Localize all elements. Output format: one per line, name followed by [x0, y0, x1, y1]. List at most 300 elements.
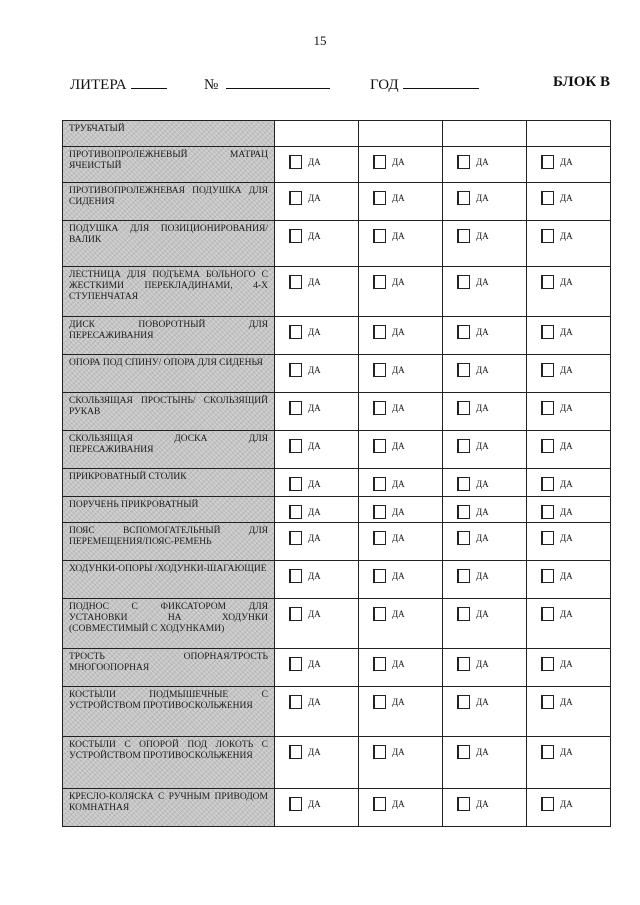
answer-cell: [359, 121, 443, 147]
checkbox-group: [527, 497, 610, 519]
checkbox-group: [359, 355, 442, 377]
checkbox-group: [359, 183, 442, 205]
checkbox-group: [527, 737, 610, 759]
yes-checkbox[interactable]: [373, 401, 386, 415]
yes-checkbox[interactable]: [289, 191, 302, 205]
answer-cell: [275, 393, 359, 431]
answer-cell: [443, 147, 527, 183]
yes-label: ДА: [560, 799, 573, 809]
item-cell: [63, 497, 275, 523]
checkbox-group: [275, 393, 358, 415]
item-cell: [63, 317, 275, 355]
yes-checkbox[interactable]: [541, 229, 554, 243]
yes-label: ДА: [560, 193, 573, 203]
yes-checkbox[interactable]: [541, 477, 554, 491]
answer-cell: [275, 561, 359, 599]
yes-checkbox[interactable]: [457, 695, 470, 709]
answer-cell: [359, 497, 443, 523]
yes-label: ДА: [560, 747, 573, 757]
checkbox-group: [443, 183, 526, 205]
yes-checkbox[interactable]: [457, 155, 470, 169]
checkbox-group: [275, 183, 358, 205]
answer-cell: [275, 355, 359, 393]
item-cell: [63, 649, 275, 687]
checkbox-group: [275, 737, 358, 759]
checkbox-group: [443, 393, 526, 415]
checkbox-group: [443, 431, 526, 453]
checkbox-group: [359, 221, 442, 243]
block-label: БЛОК В: [552, 74, 610, 90]
answer-cell: [275, 317, 359, 355]
answer-cell: [275, 121, 359, 147]
yes-checkbox[interactable]: [289, 607, 302, 621]
answer-cell: [527, 431, 611, 469]
checkbox-group: [359, 737, 442, 759]
yes-checkbox[interactable]: [457, 531, 470, 545]
item-label: ЛЕСТНИЦА ДЛЯ ПОДЪЕМА БОЛЬНОГО С ЖЕСТКИМИ ПЕРЕКЛАДИНАМИ, 4-Х СТУПЕНЧАТАЯ: [69, 270, 268, 302]
answer-cell: [527, 599, 611, 649]
checkbox-group: [359, 687, 442, 709]
yes-label: ДА: [560, 507, 573, 517]
yes-label: ДА: [392, 609, 405, 619]
yes-label: ДА: [308, 507, 321, 517]
item-cell: [63, 147, 275, 183]
yes-label: ДА: [308, 231, 321, 241]
yes-checkbox[interactable]: [289, 477, 302, 491]
yes-checkbox[interactable]: [541, 657, 554, 671]
yes-label: ДА: [560, 441, 573, 451]
answer-cell: [359, 147, 443, 183]
year-input-line[interactable]: [403, 74, 479, 89]
item-cell: [63, 469, 275, 497]
year-label: ГОД: [370, 77, 399, 93]
answer-cell: [359, 431, 443, 469]
yes-checkbox[interactable]: [457, 505, 470, 519]
answer-cell: [443, 431, 527, 469]
yes-checkbox[interactable]: [541, 531, 554, 545]
yes-label: ДА: [392, 403, 405, 413]
item-cell: [63, 737, 275, 789]
yes-checkbox[interactable]: [373, 275, 386, 289]
checkbox-group: [359, 789, 442, 811]
checkbox-group: [527, 599, 610, 621]
table-row: [63, 523, 611, 561]
item-label: ХОДУНКИ-ОПОРЫ /ХОДУНКИ-ШАГАЮЩИЕ: [69, 564, 267, 574]
checkbox-group: [359, 523, 442, 545]
checkbox-group: [443, 523, 526, 545]
answer-cell: [527, 789, 611, 827]
yes-checkbox[interactable]: [373, 531, 386, 545]
yes-checkbox[interactable]: [289, 155, 302, 169]
yes-checkbox[interactable]: [541, 745, 554, 759]
yes-checkbox[interactable]: [457, 745, 470, 759]
yes-label: ДА: [308, 571, 321, 581]
table-row: [63, 147, 611, 183]
yes-label: ДА: [308, 441, 321, 451]
answer-cell: [275, 599, 359, 649]
table-row: [63, 469, 611, 497]
answer-cell: [527, 183, 611, 221]
yes-checkbox[interactable]: [541, 569, 554, 583]
yes-checkbox[interactable]: [373, 657, 386, 671]
yes-checkbox[interactable]: [541, 191, 554, 205]
yes-checkbox[interactable]: [373, 325, 386, 339]
answer-cell: [359, 737, 443, 789]
yes-label: ДА: [308, 697, 321, 707]
answer-cell: [359, 599, 443, 649]
yes-label: ДА: [308, 747, 321, 757]
item-label: ОПОРА ПОД СПИНУ/ ОПОРА ДЛЯ СИДЕНЬЯ: [69, 358, 263, 368]
item-label: ПРИКРОВАТНЫЙ СТОЛИК: [69, 472, 187, 482]
checkbox-group: [443, 599, 526, 621]
answer-cell: [359, 267, 443, 317]
answer-cell: [359, 183, 443, 221]
answer-cell: [527, 687, 611, 737]
yes-checkbox[interactable]: [373, 477, 386, 491]
yes-label: ДА: [476, 697, 489, 707]
table-row: [63, 121, 611, 147]
answer-cell: [527, 469, 611, 497]
answer-cell: [443, 497, 527, 523]
checkbox-group: [275, 431, 358, 453]
yes-label: ДА: [308, 277, 321, 287]
answer-cell: [275, 497, 359, 523]
item-label: ПОДНОС С ФИКСАТОРОМ ДЛЯ УСТАНОВКИ НА ХОДУНКИ (СОВМЕСТИМЫЙ С ХОДУНКАМИ): [69, 602, 268, 634]
yes-label: ДА: [308, 157, 321, 167]
answer-cell: [443, 183, 527, 221]
item-cell: [63, 121, 275, 147]
yes-label: ДА: [392, 697, 405, 707]
item-cell: [63, 393, 275, 431]
item-label: СКОЛЬЗЯЩАЯ ДОСКА ДЛЯ ПЕРЕСАЖИВАНИЯ: [69, 434, 268, 455]
yes-checkbox[interactable]: [541, 695, 554, 709]
checkbox-group: [275, 317, 358, 339]
checkbox-group: [359, 317, 442, 339]
checkbox-group: [275, 523, 358, 545]
yes-label: ДА: [392, 277, 405, 287]
yes-label: ДА: [392, 533, 405, 543]
yes-checkbox[interactable]: [289, 275, 302, 289]
yes-checkbox[interactable]: [373, 505, 386, 519]
yes-label: ДА: [392, 193, 405, 203]
yes-checkbox[interactable]: [541, 363, 554, 377]
answer-cell: [275, 789, 359, 827]
yes-checkbox[interactable]: [541, 439, 554, 453]
checkbox-group: [527, 431, 610, 453]
checkbox-group: [527, 221, 610, 243]
yes-checkbox[interactable]: [457, 797, 470, 811]
yes-label: ДА: [476, 659, 489, 669]
item-cell: [63, 687, 275, 737]
answer-cell: [275, 737, 359, 789]
checkbox-group: [359, 649, 442, 671]
yes-checkbox[interactable]: [289, 657, 302, 671]
checkbox-group: [275, 561, 358, 583]
yes-label: ДА: [308, 365, 321, 375]
answer-cell: [527, 561, 611, 599]
checkbox-group: [275, 687, 358, 709]
yes-label: ДА: [560, 697, 573, 707]
page-number: 15: [313, 33, 327, 48]
yes-label: ДА: [476, 571, 489, 581]
yes-checkbox[interactable]: [457, 363, 470, 377]
yes-label: ДА: [308, 659, 321, 669]
item-label: ТРУБЧАТЫЙ: [69, 124, 125, 134]
checkbox-group: [443, 147, 526, 169]
checkbox-group: [527, 649, 610, 671]
yes-checkbox[interactable]: [289, 229, 302, 243]
yes-checkbox[interactable]: [289, 505, 302, 519]
answer-cell: [527, 355, 611, 393]
checkbox-group: [527, 687, 610, 709]
yes-checkbox[interactable]: [541, 155, 554, 169]
answer-cell: [275, 221, 359, 267]
answer-cell: [443, 561, 527, 599]
yes-label: ДА: [392, 799, 405, 809]
item-cell: [63, 523, 275, 561]
yes-label: ДА: [392, 659, 405, 669]
yes-checkbox[interactable]: [373, 229, 386, 243]
yes-checkbox[interactable]: [289, 531, 302, 545]
yes-checkbox[interactable]: [373, 191, 386, 205]
yes-label: ДА: [560, 479, 573, 489]
yes-label: ДА: [476, 231, 489, 241]
item-label: ПРОТИВОПРОЛЕЖНЕВАЯ ПОДУШКА ДЛЯ СИДЕНИЯ: [69, 186, 268, 207]
answer-cell: [275, 523, 359, 561]
yes-label: ДА: [476, 479, 489, 489]
year-field: [370, 74, 479, 94]
answer-cell: [527, 649, 611, 687]
item-cell: [63, 561, 275, 599]
yes-label: ДА: [392, 365, 405, 375]
checkbox-group: [359, 599, 442, 621]
answer-cell: [443, 121, 527, 147]
answer-cell: [443, 393, 527, 431]
number-label: №: [204, 77, 219, 93]
table-row: [63, 649, 611, 687]
yes-label: ДА: [560, 277, 573, 287]
item-cell: [63, 183, 275, 221]
litera-label: ЛИТЕРА: [70, 77, 127, 93]
yes-checkbox[interactable]: [373, 607, 386, 621]
checkbox-group: [275, 267, 358, 289]
checkbox-group: [443, 497, 526, 519]
yes-checkbox[interactable]: [289, 363, 302, 377]
table-row: [63, 355, 611, 393]
yes-checkbox[interactable]: [373, 439, 386, 453]
yes-checkbox[interactable]: [457, 275, 470, 289]
answer-cell: [443, 599, 527, 649]
checkbox-group: [275, 649, 358, 671]
answer-cell: [275, 469, 359, 497]
answer-cell: [275, 431, 359, 469]
item-label: ПОДУШКА ДЛЯ ПОЗИЦИОНИРОВАНИЯ/ВАЛИК: [69, 224, 268, 245]
litera-input-line[interactable]: [131, 74, 167, 89]
yes-label: ДА: [476, 193, 489, 203]
answer-cell: [275, 649, 359, 687]
checkbox-group: [443, 649, 526, 671]
answer-cell: [527, 317, 611, 355]
item-cell: [63, 789, 275, 827]
checkbox-group: [443, 561, 526, 583]
yes-checkbox[interactable]: [541, 797, 554, 811]
yes-label: ДА: [560, 365, 573, 375]
yes-label: ДА: [560, 403, 573, 413]
checkbox-group: [443, 221, 526, 243]
checkbox-group: [359, 267, 442, 289]
checkbox-group: [275, 221, 358, 243]
item-cell: [63, 599, 275, 649]
yes-label: ДА: [476, 747, 489, 757]
yes-checkbox[interactable]: [289, 797, 302, 811]
yes-label: ДА: [476, 799, 489, 809]
checkbox-group: [443, 737, 526, 759]
checkbox-group: [443, 267, 526, 289]
yes-checkbox[interactable]: [457, 607, 470, 621]
checkbox-group: [527, 355, 610, 377]
checkbox-group: [527, 147, 610, 169]
yes-label: ДА: [392, 231, 405, 241]
equipment-rows: [63, 121, 611, 827]
table-row: [63, 599, 611, 649]
answer-cell: [275, 183, 359, 221]
yes-label: ДА: [476, 403, 489, 413]
table-row: [63, 497, 611, 523]
litera-field: [70, 74, 167, 94]
yes-checkbox[interactable]: [373, 797, 386, 811]
answer-cell: [527, 737, 611, 789]
yes-checkbox[interactable]: [373, 745, 386, 759]
checkbox-group: [359, 147, 442, 169]
yes-label: ДА: [308, 327, 321, 337]
checkbox-group: [443, 317, 526, 339]
answer-cell: [443, 737, 527, 789]
item-label: КОСТЫЛИ С ОПОРОЙ ПОД ЛОКОТЬ С УСТРОЙСТВОМ ПРОТИВОСКОЛЬЖЕНИЯ: [69, 740, 268, 761]
yes-checkbox[interactable]: [373, 695, 386, 709]
checkbox-group: [527, 393, 610, 415]
checkbox-group: [359, 469, 442, 491]
checkbox-group: [527, 789, 610, 811]
yes-label: ДА: [392, 327, 405, 337]
item-label: ДИСК ПОВОРОТНЫЙ ДЛЯ ПЕРЕСАЖИВАНИЯ: [69, 320, 268, 341]
yes-checkbox[interactable]: [457, 191, 470, 205]
yes-label: ДА: [560, 659, 573, 669]
answer-cell: [359, 221, 443, 267]
answer-cell: [275, 687, 359, 737]
answer-cell: [443, 687, 527, 737]
item-label: ПОРУЧЕНЬ ПРИКРОВАТНЫЙ: [69, 500, 199, 510]
yes-label: ДА: [476, 533, 489, 543]
yes-checkbox[interactable]: [457, 569, 470, 583]
answer-cell: [275, 267, 359, 317]
yes-label: ДА: [392, 441, 405, 451]
item-cell: [63, 267, 275, 317]
answer-cell: [527, 147, 611, 183]
yes-checkbox[interactable]: [457, 439, 470, 453]
table-row: [63, 183, 611, 221]
answer-cell: [359, 469, 443, 497]
answer-cell: [443, 789, 527, 827]
yes-checkbox[interactable]: [541, 607, 554, 621]
item-label: ПОЯС ВСПОМОГАТЕЛЬНЫЙ ДЛЯ ПЕРЕМЕЩЕНИЯ/ПОЯС-РЕМЕНЬ: [69, 526, 268, 547]
table-row: [63, 431, 611, 469]
checkbox-group: [443, 469, 526, 491]
checkbox-group: [527, 469, 610, 491]
yes-label: ДА: [476, 609, 489, 619]
yes-checkbox[interactable]: [457, 477, 470, 491]
yes-checkbox[interactable]: [541, 401, 554, 415]
yes-checkbox[interactable]: [457, 401, 470, 415]
yes-label: ДА: [392, 507, 405, 517]
yes-checkbox[interactable]: [289, 695, 302, 709]
checkbox-group: [359, 497, 442, 519]
yes-checkbox[interactable]: [289, 325, 302, 339]
yes-checkbox[interactable]: [373, 363, 386, 377]
yes-label: ДА: [308, 403, 321, 413]
checkbox-group: [275, 497, 358, 519]
yes-checkbox[interactable]: [289, 745, 302, 759]
answer-cell: [527, 221, 611, 267]
yes-label: ДА: [476, 157, 489, 167]
yes-checkbox[interactable]: [541, 275, 554, 289]
table-row: [63, 317, 611, 355]
checkbox-group: [527, 317, 610, 339]
item-cell: [63, 431, 275, 469]
answer-cell: [359, 687, 443, 737]
yes-checkbox[interactable]: [541, 325, 554, 339]
yes-checkbox[interactable]: [373, 569, 386, 583]
answer-cell: [443, 317, 527, 355]
yes-checkbox[interactable]: [457, 325, 470, 339]
answer-cell: [359, 789, 443, 827]
yes-label: ДА: [392, 747, 405, 757]
yes-checkbox[interactable]: [373, 155, 386, 169]
table-row: [63, 737, 611, 789]
yes-label: ДА: [308, 799, 321, 809]
answer-cell: [359, 561, 443, 599]
yes-label: ДА: [560, 609, 573, 619]
yes-checkbox[interactable]: [457, 657, 470, 671]
number-input-line[interactable]: [226, 74, 330, 89]
answer-cell: [443, 355, 527, 393]
yes-label: ДА: [476, 365, 489, 375]
yes-label: ДА: [392, 479, 405, 489]
yes-label: ДА: [308, 609, 321, 619]
checkbox-group: [443, 687, 526, 709]
checkbox-group: [275, 599, 358, 621]
yes-label: ДА: [392, 157, 405, 167]
yes-checkbox[interactable]: [289, 439, 302, 453]
item-label: СКОЛЬЗЯЩАЯ ПРОСТЫНЬ/ СКОЛЬЗЯЩИЙ РУКАВ: [69, 396, 268, 417]
answer-cell: [275, 147, 359, 183]
yes-label: ДА: [476, 327, 489, 337]
yes-checkbox[interactable]: [541, 505, 554, 519]
yes-label: ДА: [476, 441, 489, 451]
yes-checkbox[interactable]: [457, 229, 470, 243]
yes-checkbox[interactable]: [289, 569, 302, 583]
answer-cell: [527, 121, 611, 147]
table-row: [63, 221, 611, 267]
table-row: [63, 687, 611, 737]
table-row: [63, 393, 611, 431]
checkbox-group: [275, 789, 358, 811]
checkbox-group: [359, 393, 442, 415]
form-header: [70, 74, 610, 94]
item-cell: [63, 221, 275, 267]
answer-cell: [443, 221, 527, 267]
yes-checkbox[interactable]: [289, 401, 302, 415]
checkbox-group: [275, 469, 358, 491]
